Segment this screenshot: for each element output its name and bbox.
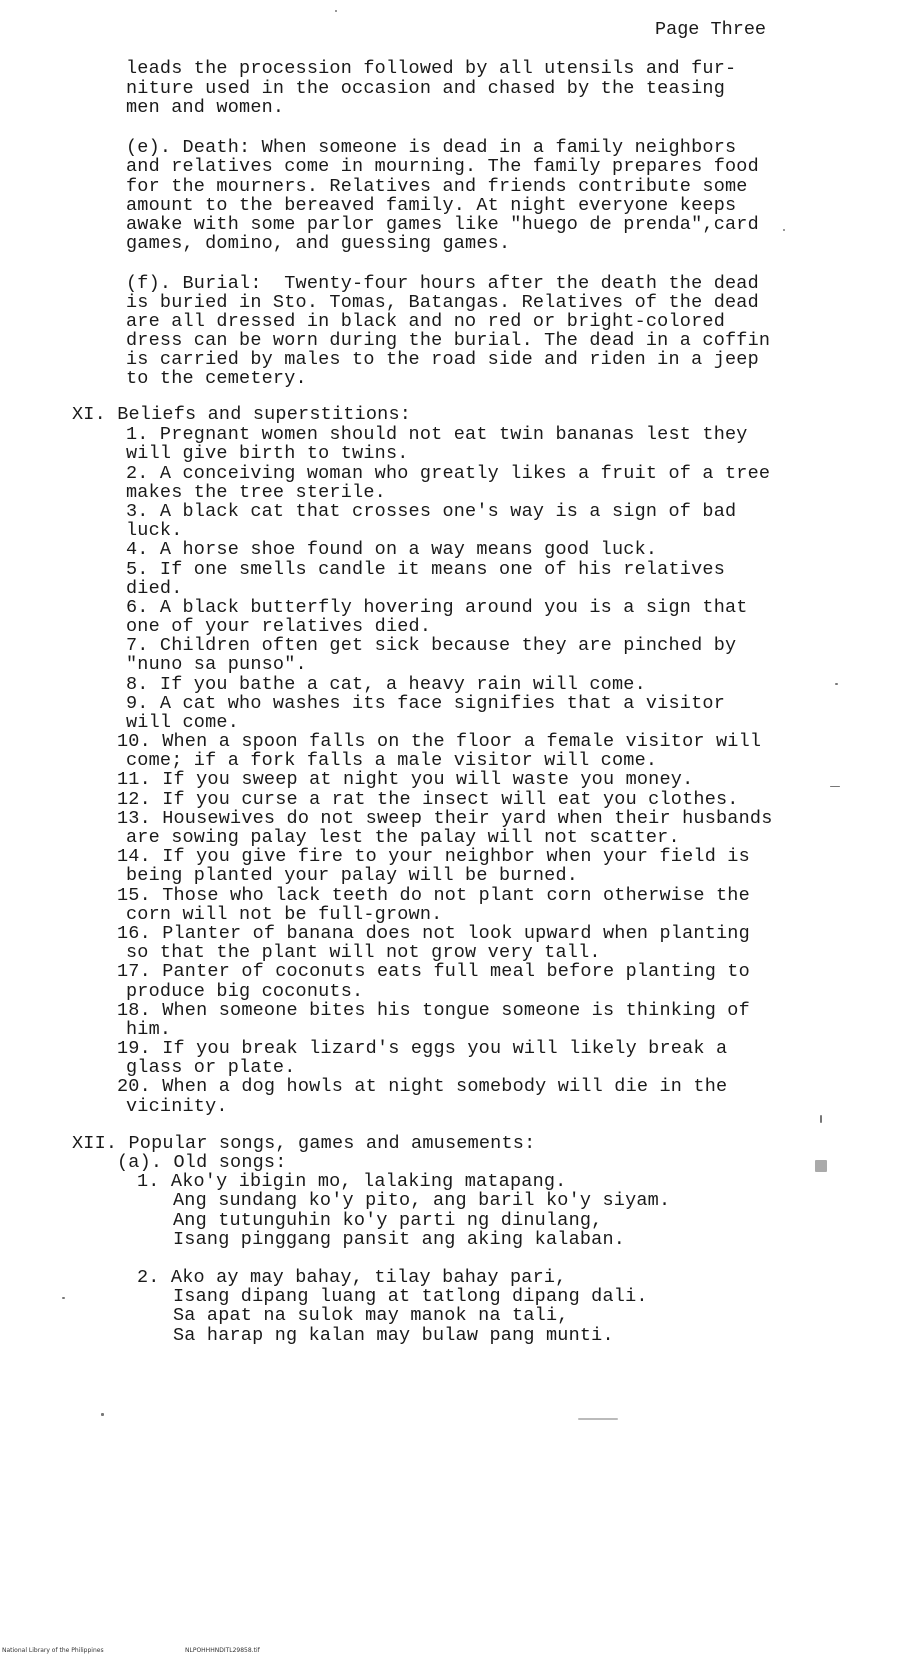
song-line: Ang tutunguhin ko'y parti ng dinulang, (173, 1210, 603, 1231)
death-paragraph-line: for the mourners. Relatives and friends contribute some (126, 176, 748, 197)
belief-line: makes the tree sterile. (126, 482, 386, 503)
belief-line: 12. If you curse a rat the insect will eat you clothes. (117, 789, 739, 810)
belief-line: 7. Children often get sick because they are pinched by (126, 635, 737, 656)
belief-line: one of your relatives died. (126, 616, 432, 637)
belief-line: so that the plant will not grow very tall. (126, 942, 601, 963)
scan-speck (101, 1413, 104, 1416)
belief-line: 5. If one smells candle it means one of his relatives (126, 559, 725, 580)
belief-line: 8. If you bathe a cat, a heavy rain will come. (126, 674, 646, 695)
death-paragraph-line: games, domino, and guessing games. (126, 233, 511, 254)
death-paragraph-line: (e). Death: When someone is dead in a family neighbors (126, 137, 737, 158)
belief-line: 4. A horse shoe found on a way means good luck. (126, 539, 658, 560)
belief-line: glass or plate. (126, 1057, 296, 1078)
text-line: men and women. (126, 97, 285, 118)
belief-line: 1. Pregnant women should not eat twin bananas lest they (126, 424, 748, 445)
belief-line: him. (126, 1019, 172, 1040)
death-paragraph-line: awake with some parlor games like "huego de prenda",card (126, 214, 759, 235)
footer-file-code: NLPOHHHNDITL29858.tif (185, 1647, 260, 1654)
scan-speck (578, 1418, 618, 1420)
scan-speck (335, 10, 337, 12)
belief-line: "nuno sa punso". (126, 654, 307, 675)
scan-speck (783, 229, 785, 231)
belief-line: 19. If you break lizard's eggs you will likely break a (117, 1038, 728, 1059)
belief-line: 13. Housewives do not sweep their yard when their husbands (117, 808, 773, 829)
death-paragraph-line: and relatives come in mourning. The family prepares food (126, 156, 759, 177)
belief-line: 15. Those who lack teeth do not plant corn otherwise the (117, 885, 750, 906)
belief-line: 2. A conceiving woman who greatly likes a fruit of a tree (126, 463, 771, 484)
belief-line: 16. Planter of banana does not look upward when planting (117, 923, 750, 944)
belief-line: 6. A black butterfly hovering around you is a sign that (126, 597, 748, 618)
text-line: niture used in the occasion and chased by the teasing (126, 78, 725, 99)
belief-line: died. (126, 578, 183, 599)
burial-paragraph-line: is carried by males to the road side and riden in a jeep (126, 349, 759, 370)
scan-speck (815, 1160, 827, 1172)
song-line: 2. Ako ay may bahay, tilay bahay pari, (137, 1267, 567, 1288)
songs-subheading: (a). Old songs: (117, 1152, 287, 1173)
burial-paragraph-line: (f). Burial: Twenty-four hours after the death the dead (126, 273, 759, 294)
belief-line: 11. If you sweep at night you will waste you money. (117, 769, 694, 790)
song-line: Sa harap ng kalan may bulaw pang munti. (173, 1325, 614, 1346)
song-line: Isang dipang luang at tatlong dipang dali. (173, 1286, 648, 1307)
belief-line: 17. Panter of coconuts eats full meal before planting to (117, 961, 750, 982)
death-paragraph-line: amount to the bereaved family. At night everyone keeps (126, 195, 737, 216)
belief-line: luck. (126, 520, 183, 541)
song-line: Ang sundang ko'y pito, ang baril ko'y siyam. (173, 1190, 671, 1211)
belief-line: are sowing palay lest the palay will not scatter. (126, 827, 680, 848)
footer-institution: National Library of the Philippines (2, 1647, 104, 1654)
belief-line: will come. (126, 712, 240, 733)
section-xi-heading: XI. Beliefs and superstitions: (72, 404, 412, 425)
belief-line: vicinity. (126, 1096, 228, 1117)
scan-speck (830, 786, 840, 787)
scan-speck (62, 1297, 65, 1299)
section-xii-heading: XII. Popular songs, games and amusements: (72, 1133, 536, 1154)
belief-line: will give birth to twins. (126, 443, 409, 464)
burial-paragraph-line: to the cemetery. (126, 368, 307, 389)
burial-paragraph-line: is buried in Sto. Tomas, Batangas. Relatives of the dead (126, 292, 759, 313)
text-line: leads the procession followed by all utensils and fur- (126, 58, 737, 79)
belief-line: corn will not be full-grown. (126, 904, 443, 925)
belief-line: 20. When a dog howls at night somebody will die in the (117, 1076, 728, 1097)
scan-speck (835, 683, 838, 685)
burial-paragraph-line: are all dressed in black and no red or bright-colored (126, 311, 725, 332)
belief-line: come; if a fork falls a male visitor will come. (126, 750, 658, 771)
belief-line: 10. When a spoon falls on the floor a female visitor will (117, 731, 762, 752)
scan-speck (820, 1115, 822, 1123)
belief-line: 9. A cat who washes its face signifies that a visitor (126, 693, 725, 714)
song-line: 1. Ako'y ibigin mo, lalaking matapang. (137, 1171, 567, 1192)
belief-line: 18. When someone bites his tongue someone is thinking of (117, 1000, 750, 1021)
burial-paragraph-line: dress can be worn during the burial. The dead in a coffin (126, 330, 771, 351)
song-line: Sa apat na sulok may manok na tali, (173, 1305, 569, 1326)
belief-line: 14. If you give fire to your neighbor when your field is (117, 846, 750, 867)
belief-line: 3. A black cat that crosses one's way is a sign of bad (126, 501, 737, 522)
song-line: Isang pinggang pansit ang aking kalaban. (173, 1229, 626, 1250)
belief-line: produce big coconuts. (126, 981, 364, 1002)
page-number-label: Page Three (655, 19, 767, 40)
belief-line: being planted your palay will be burned. (126, 865, 579, 886)
